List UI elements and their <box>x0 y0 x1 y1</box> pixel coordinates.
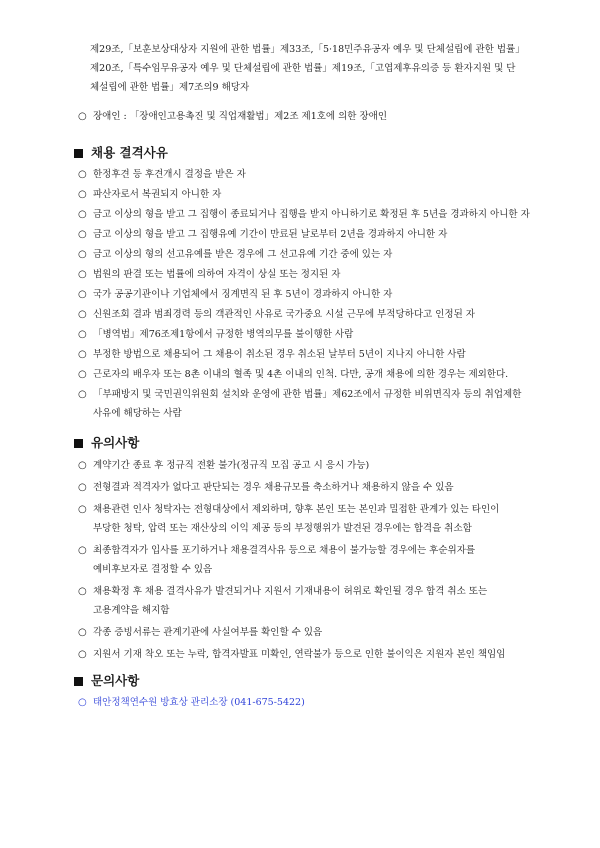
list-item-text: 계약기간 종료 후 정규직 전환 불가(정규직 모집 공고 시 응시 가능) <box>93 460 370 471</box>
list-item <box>78 478 552 497</box>
section-heading <box>74 434 139 452</box>
circle-bullet-icon: ○ <box>78 189 87 200</box>
square-bullet-icon <box>74 677 83 686</box>
list-item-text: 전형결과 적격자가 없다고 판단되는 경우 채용규모를 축소하거나 채용하지 않을 수 있음 <box>93 482 454 493</box>
circle-bullet-icon: ○ <box>78 460 87 471</box>
list-item-text: 고용계약을 해지함 <box>93 605 170 616</box>
list-item <box>78 245 552 264</box>
list-item-text: 금고 이상의 형을 받고 그 집행이 종료되거나 집행을 받지 아니하기로 확정된 후 5년을 경과하지 아니한 자 <box>93 209 530 220</box>
list-item <box>78 265 552 284</box>
list-item <box>78 205 552 224</box>
circle-bullet-icon: ○ <box>78 504 87 515</box>
list-item-text: 사유에 해당하는 사람 <box>93 408 182 419</box>
list-item <box>78 305 552 324</box>
circle-bullet-icon: ○ <box>78 545 87 556</box>
list-item-text: 채용관련 인사 청탁자는 전형대상에서 제외하며, 향후 본인 또는 본인과 밀접한 관계가 있는 타인이 <box>93 504 500 515</box>
list-item-text: 법원의 판결 또는 법률에 의하여 자격이 상실 또는 정지된 자 <box>93 269 341 280</box>
list-item <box>78 285 552 304</box>
list-item <box>78 107 552 126</box>
list-item-text: 예비후보자로 결정할 수 있음 <box>93 564 213 575</box>
list-item-text: 부당한 청탁, 압력 또는 재산상의 이익 제공 등의 부정행위가 발견된 경우에는 합격을 취소함 <box>93 523 472 534</box>
list-item <box>78 582 552 620</box>
list-item-text: 파산자로서 복권되지 아니한 자 <box>93 189 222 200</box>
list-item <box>78 185 552 204</box>
circle-bullet-icon: ○ <box>78 249 87 260</box>
list-item <box>78 365 552 384</box>
intro-line: 제29조,「보훈보상대상자 지원에 관한 법률」제33조,「5·18민주유공자 예우 및 단체설립에 관한 법률」 <box>90 44 525 55</box>
list-item-text: 최종합격자가 입사를 포기하거나 채용결격사유 등으로 채용이 불가능할 경우에는 후순위자를 <box>93 545 476 556</box>
list-item <box>78 225 552 244</box>
circle-bullet-icon: ○ <box>78 329 87 340</box>
circle-bullet-icon: ○ <box>78 269 87 280</box>
list-item-text: 신원조회 결과 범죄경력 등의 객관적인 사유로 국가중요 시설 근무에 부적당하다고 인정된 자 <box>93 309 475 320</box>
circle-bullet-icon: ○ <box>78 229 87 240</box>
list-item <box>78 645 552 664</box>
list-item-text: 「병역법」제76조제1항에서 규정한 병역의무를 불이행한 사람 <box>93 329 354 340</box>
circle-bullet-icon: ○ <box>78 389 87 400</box>
list-item-text: 지원서 기재 착오 또는 누락, 합격자발표 미확인, 연락불가 등으로 인한 불이익은 지원자 본인 책임임 <box>93 649 506 660</box>
circle-bullet-icon: ○ <box>78 349 87 360</box>
circle-bullet-icon: ○ <box>78 169 87 180</box>
square-bullet-icon <box>74 149 83 158</box>
circle-bullet-icon: ○ <box>78 697 87 708</box>
circle-bullet-icon: ○ <box>78 111 87 122</box>
list-item <box>78 325 552 344</box>
circle-bullet-icon: ○ <box>78 209 87 220</box>
list-item-text: 채용확정 후 채용 결격사유가 발견되거나 지원서 기재내용이 허위로 확인될 경우 합격 취소 또는 <box>93 586 488 597</box>
section-title: 유의사항 <box>91 435 140 450</box>
circle-bullet-icon: ○ <box>78 586 87 597</box>
circle-bullet-icon: ○ <box>78 289 87 300</box>
list-item-text: 각종 증빙서류는 관계기관에 사실여부를 확인할 수 있음 <box>93 627 323 638</box>
circle-bullet-icon: ○ <box>78 649 87 660</box>
intro-line: 체설립에 관한 법률」제7조의9 해당자 <box>90 82 250 93</box>
list-item-text: 국가 공공기관이나 기업체에서 징계면직 된 후 5년이 경과하지 아니한 자 <box>93 289 393 300</box>
contact-item <box>78 693 552 712</box>
list-item <box>78 500 552 538</box>
list-item-text: 근로자의 배우자 또는 8촌 이내의 혈족 및 4촌 이내의 인척. 다만, 공개 채용에 의한 경우는 제외한다. <box>93 369 509 380</box>
list-item <box>78 345 552 364</box>
list-item <box>78 623 552 642</box>
list-item-text: 장애인 : 「장애인고용촉진 및 직업재활법」제2조 제1호에 의한 장애인 <box>93 111 388 122</box>
list-item-text: 부정한 방법으로 채용되어 그 채용이 취소된 경우 취소된 날부터 5년이 지나지 아니한 사람 <box>93 349 466 360</box>
list-item-text: 금고 이상의 형의 선고유예를 받은 경우에 그 선고유예 기간 중에 있는 자 <box>93 249 393 260</box>
intro-line: 제20조,「특수임무유공자 예우 및 단체설립에 관한 법률」제19조,「고엽제후유의증 등 환자지원 및 단 <box>90 63 516 74</box>
circle-bullet-icon: ○ <box>78 627 87 638</box>
section-heading <box>74 672 139 690</box>
list-item <box>78 385 552 423</box>
circle-bullet-icon: ○ <box>78 309 87 320</box>
square-bullet-icon <box>74 439 83 448</box>
list-item <box>78 541 552 579</box>
section-title: 문의사항 <box>91 673 140 688</box>
list-item-text: 금고 이상의 형을 받고 그 집행유예 기간이 만료된 날로부터 2년을 경과하지 아니한 자 <box>93 229 448 240</box>
list-item-text: 한정후견 등 후견개시 결정을 받은 자 <box>93 169 246 180</box>
list-item <box>78 456 552 475</box>
circle-bullet-icon: ○ <box>78 369 87 380</box>
section-title: 채용 결격사유 <box>91 145 168 160</box>
circle-bullet-icon: ○ <box>78 482 87 493</box>
section-heading <box>74 144 168 162</box>
contact-text: 태안정책연수원 방효상 관리소장 (041-675-5422) <box>93 697 305 708</box>
list-item <box>78 165 552 184</box>
list-item-text: 「부패방지 및 국민권익위원회 설치와 운영에 관한 법률」제62조에서 규정한 비위면직자 등의 취업제한 <box>93 389 522 400</box>
